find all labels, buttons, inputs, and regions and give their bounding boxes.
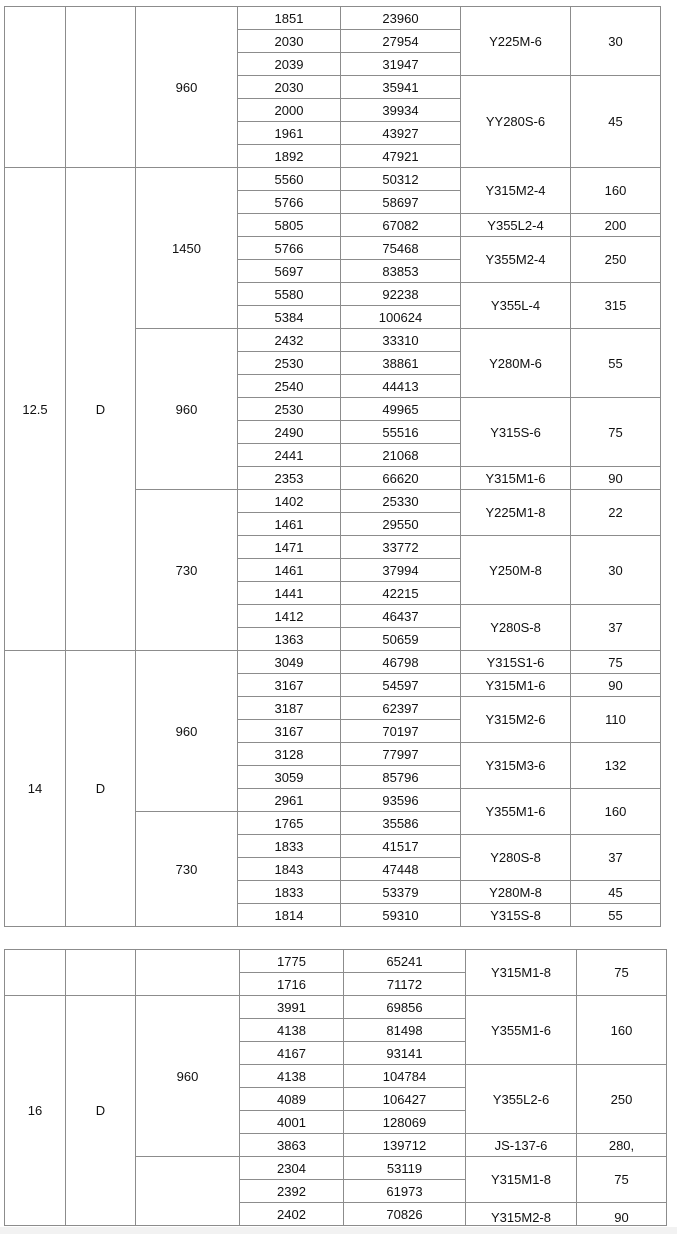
flow-cell: 65241 — [344, 950, 466, 973]
motor-model-cell: Y225M-6 — [461, 7, 571, 76]
speed-cell: 3991 — [240, 996, 344, 1019]
motor-model-cell: Y315M2-8 — [466, 1203, 577, 1226]
rpm-cell: 730 — [136, 490, 238, 651]
motor-model-cell: Y250M-8 — [461, 536, 571, 605]
motor-model-cell: JS-137-6 — [466, 1134, 577, 1157]
flow-cell: 92238 — [341, 283, 461, 306]
motor-power-cell: 200 — [571, 214, 661, 237]
motor-model-cell: Y315M1-8 — [466, 1157, 577, 1203]
flow-cell: 62397 — [341, 697, 461, 720]
speed-cell: 1843 — [238, 858, 341, 881]
speed-cell: 3128 — [238, 743, 341, 766]
motor-model-cell: Y280S-8 — [461, 605, 571, 651]
flow-cell: 46437 — [341, 605, 461, 628]
fan-spec-table-1 — [4, 6, 661, 927]
motor-model-cell: Y355L2-6 — [466, 1065, 577, 1134]
flow-cell: 53119 — [344, 1157, 466, 1180]
speed-cell: 3167 — [238, 720, 341, 743]
speed-cell: 4001 — [240, 1111, 344, 1134]
speed-cell: 4089 — [240, 1088, 344, 1111]
speed-cell: 1851 — [238, 7, 341, 30]
flow-cell: 70826 — [344, 1203, 466, 1226]
motor-model-cell: Y315M1-6 — [461, 674, 571, 697]
motor-model-cell: Y355M2-4 — [461, 237, 571, 283]
rpm-cell: 960 — [136, 996, 240, 1157]
speed-cell: 1363 — [238, 628, 341, 651]
speed-cell: 2490 — [238, 421, 341, 444]
motor-power-cell: 90 — [577, 1203, 667, 1226]
flow-cell: 47921 — [341, 145, 461, 168]
motor-power-cell: 90 — [571, 467, 661, 490]
table-row — [5, 651, 661, 674]
rpm-cell: 960 — [136, 7, 238, 168]
motor-model-cell: Y280M-8 — [461, 881, 571, 904]
speed-cell: 2030 — [238, 30, 341, 53]
speed-cell: 1833 — [238, 881, 341, 904]
speed-cell: 1961 — [238, 122, 341, 145]
rpm-cell — [136, 950, 240, 996]
page-bottom-edge — [0, 1227, 677, 1234]
flow-cell: 75468 — [341, 237, 461, 260]
rpm-cell: 730 — [136, 812, 238, 927]
flow-cell: 93141 — [344, 1042, 466, 1065]
drive-cell — [66, 7, 136, 168]
speed-cell: 5766 — [238, 237, 341, 260]
motor-model-cell: Y315M3-6 — [461, 743, 571, 789]
motor-model-cell: Y355M1-6 — [466, 996, 577, 1065]
flow-cell: 46798 — [341, 651, 461, 674]
flow-cell: 35586 — [341, 812, 461, 835]
flow-cell: 81498 — [344, 1019, 466, 1042]
motor-power-cell: 30 — [571, 7, 661, 76]
motor-power-cell: 30 — [571, 536, 661, 605]
speed-cell: 5805 — [238, 214, 341, 237]
flow-cell: 77997 — [341, 743, 461, 766]
speed-cell: 2530 — [238, 352, 341, 375]
flow-cell: 106427 — [344, 1088, 466, 1111]
flow-cell: 33310 — [341, 329, 461, 352]
speed-cell: 2961 — [238, 789, 341, 812]
motor-model-cell: Y315M2-4 — [461, 168, 571, 214]
drive-cell — [66, 950, 136, 996]
flow-cell: 39934 — [341, 99, 461, 122]
flow-cell: 69856 — [344, 996, 466, 1019]
diameter-cell: 16 — [5, 996, 66, 1226]
speed-cell: 5560 — [238, 168, 341, 191]
speed-cell: 2402 — [240, 1203, 344, 1226]
motor-model-cell: YY280S-6 — [461, 76, 571, 168]
motor-model-cell: Y315S-6 — [461, 398, 571, 467]
motor-power-cell: 22 — [571, 490, 661, 536]
flow-cell: 100624 — [341, 306, 461, 329]
diameter-cell: 14 — [5, 651, 66, 927]
speed-cell: 3863 — [240, 1134, 344, 1157]
speed-cell: 4138 — [240, 1019, 344, 1042]
speed-cell: 3187 — [238, 697, 341, 720]
motor-power-cell: 75 — [577, 950, 667, 996]
flow-cell: 41517 — [341, 835, 461, 858]
flow-cell: 29550 — [341, 513, 461, 536]
flow-cell: 59310 — [341, 904, 461, 927]
speed-cell: 5384 — [238, 306, 341, 329]
motor-power-cell: 45 — [571, 76, 661, 168]
rpm-cell: 960 — [136, 651, 238, 812]
diameter-cell: 12.5 — [5, 168, 66, 651]
drive-cell: D — [66, 168, 136, 651]
table-row — [5, 996, 667, 1019]
motor-power-cell: 75 — [571, 651, 661, 674]
flow-cell: 23960 — [341, 7, 461, 30]
speed-cell: 3049 — [238, 651, 341, 674]
speed-cell: 1814 — [238, 904, 341, 927]
motor-model-cell: Y355M1-6 — [461, 789, 571, 835]
flow-cell: 21068 — [341, 444, 461, 467]
speed-cell: 2540 — [238, 375, 341, 398]
fan-spec-table-2 — [4, 949, 667, 1226]
table-row — [5, 168, 661, 191]
flow-cell: 49965 — [341, 398, 461, 421]
diameter-cell — [5, 950, 66, 996]
flow-cell: 70197 — [341, 720, 461, 743]
motor-power-cell: 37 — [571, 835, 661, 881]
drive-cell: D — [66, 651, 136, 927]
speed-cell: 5697 — [238, 260, 341, 283]
motor-model-cell: Y355L-4 — [461, 283, 571, 329]
speed-cell: 4138 — [240, 1065, 344, 1088]
speed-cell: 2039 — [238, 53, 341, 76]
flow-cell: 50312 — [341, 168, 461, 191]
motor-power-cell: 160 — [571, 789, 661, 835]
motor-power-cell: 75 — [577, 1157, 667, 1203]
flow-cell: 31947 — [341, 53, 461, 76]
flow-cell: 33772 — [341, 536, 461, 559]
motor-model-cell: Y315M1-8 — [466, 950, 577, 996]
motor-power-cell: 132 — [571, 743, 661, 789]
table-row — [5, 7, 661, 30]
flow-cell: 83853 — [341, 260, 461, 283]
speed-cell: 1441 — [238, 582, 341, 605]
flow-cell: 66620 — [341, 467, 461, 490]
speed-cell: 1716 — [240, 973, 344, 996]
rpm-cell: 960 — [136, 329, 238, 490]
motor-power-cell: 90 — [571, 674, 661, 697]
motor-model-cell: Y315M1-6 — [461, 467, 571, 490]
speed-cell: 2432 — [238, 329, 341, 352]
motor-model-cell: Y280S-8 — [461, 835, 571, 881]
speed-cell: 5766 — [238, 191, 341, 214]
motor-model-cell: Y315S1-6 — [461, 651, 571, 674]
motor-model-cell: Y355L2-4 — [461, 214, 571, 237]
flow-cell: 42215 — [341, 582, 461, 605]
flow-cell: 44413 — [341, 375, 461, 398]
flow-cell: 25330 — [341, 490, 461, 513]
flow-cell: 85796 — [341, 766, 461, 789]
rpm-cell: 1450 — [136, 168, 238, 329]
motor-model-cell: Y315S-8 — [461, 904, 571, 927]
motor-model-cell: Y225M1-8 — [461, 490, 571, 536]
motor-power-cell: 110 — [571, 697, 661, 743]
speed-cell: 1833 — [238, 835, 341, 858]
motor-power-cell: 37 — [571, 605, 661, 651]
motor-power-cell: 250 — [577, 1065, 667, 1134]
flow-cell: 55516 — [341, 421, 461, 444]
motor-power-cell: 160 — [571, 168, 661, 214]
flow-cell: 50659 — [341, 628, 461, 651]
speed-cell: 2304 — [240, 1157, 344, 1180]
motor-power-cell: 55 — [571, 329, 661, 398]
flow-cell: 43927 — [341, 122, 461, 145]
motor-model-cell: Y280M-6 — [461, 329, 571, 398]
speed-cell: 1461 — [238, 559, 341, 582]
speed-cell: 1892 — [238, 145, 341, 168]
speed-cell: 3059 — [238, 766, 341, 789]
motor-model-cell: Y315M2-6 — [461, 697, 571, 743]
flow-cell: 67082 — [341, 214, 461, 237]
table-row — [5, 950, 667, 973]
motor-power-cell: 280, — [577, 1134, 667, 1157]
speed-cell: 2441 — [238, 444, 341, 467]
flow-cell: 37994 — [341, 559, 461, 582]
motor-power-cell: 75 — [571, 398, 661, 467]
flow-cell: 71172 — [344, 973, 466, 996]
diameter-cell — [5, 7, 66, 168]
flow-cell: 35941 — [341, 76, 461, 99]
rpm-cell — [136, 1157, 240, 1226]
flow-cell: 54597 — [341, 674, 461, 697]
flow-cell: 38861 — [341, 352, 461, 375]
motor-power-cell: 45 — [571, 881, 661, 904]
speed-cell: 2000 — [238, 99, 341, 122]
flow-cell: 139712 — [344, 1134, 466, 1157]
motor-power-cell: 250 — [571, 237, 661, 283]
motor-power-cell: 315 — [571, 283, 661, 329]
speed-cell: 5580 — [238, 283, 341, 306]
speed-cell: 2353 — [238, 467, 341, 490]
speed-cell: 1765 — [238, 812, 341, 835]
drive-cell: D — [66, 996, 136, 1226]
speed-cell: 2030 — [238, 76, 341, 99]
flow-cell: 27954 — [341, 30, 461, 53]
flow-cell: 128069 — [344, 1111, 466, 1134]
speed-cell: 2392 — [240, 1180, 344, 1203]
flow-cell: 58697 — [341, 191, 461, 214]
speed-cell: 2530 — [238, 398, 341, 421]
speed-cell: 3167 — [238, 674, 341, 697]
speed-cell: 1402 — [238, 490, 341, 513]
speed-cell: 1412 — [238, 605, 341, 628]
motor-power-cell: 160 — [577, 996, 667, 1065]
flow-cell: 47448 — [341, 858, 461, 881]
speed-cell: 1471 — [238, 536, 341, 559]
flow-cell: 61973 — [344, 1180, 466, 1203]
flow-cell: 53379 — [341, 881, 461, 904]
motor-power-cell: 55 — [571, 904, 661, 927]
speed-cell: 4167 — [240, 1042, 344, 1065]
flow-cell: 93596 — [341, 789, 461, 812]
flow-cell: 104784 — [344, 1065, 466, 1088]
speed-cell: 1461 — [238, 513, 341, 536]
speed-cell: 1775 — [240, 950, 344, 973]
